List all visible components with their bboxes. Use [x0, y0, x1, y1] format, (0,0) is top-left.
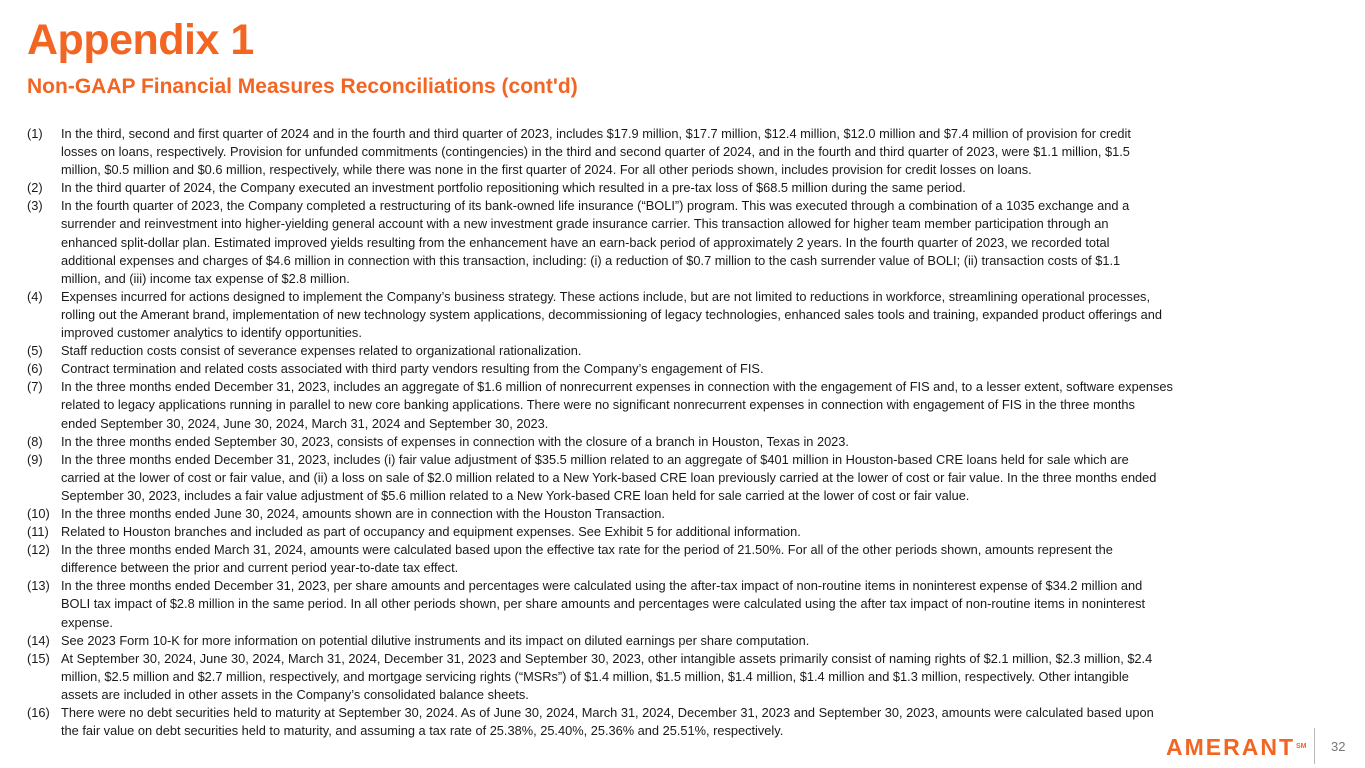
footnote-number: (15) — [27, 650, 50, 666]
logo-service-mark: SM — [1296, 743, 1307, 750]
page-number: 32 — [1331, 739, 1346, 754]
footnote-number: (12) — [27, 542, 50, 558]
footnote-number: (4) — [27, 288, 43, 304]
amerant-logo — [1166, 735, 1307, 759]
footer-divider — [1314, 728, 1315, 764]
footnote-number: (6) — [27, 361, 43, 377]
footnote-item — [27, 523, 1342, 541]
footnote-item — [27, 577, 1342, 631]
footnote-text: In the three months ended March 31, 2024, amounts were calculated based upon the effective tax rate for the period of 21.50%. For all of the other periods shown, amounts represent the difference between the prior and current period year-to-date tax effect. — [61, 542, 1113, 576]
footnote-number: (5) — [27, 343, 43, 359]
footnote-number: (2) — [27, 180, 43, 196]
footnote-number: (7) — [27, 379, 43, 395]
footnote-item — [27, 360, 1342, 378]
footnote-item — [27, 541, 1342, 577]
footnote-number: (3) — [27, 198, 43, 214]
footnote-number: (8) — [27, 433, 43, 449]
footnote-number: (9) — [27, 451, 43, 467]
footnote-text: In the three months ended December 31, 2023, includes (i) fair value adjustment of $35.5 million related to an aggregate of $401 million in Houston-based CRE loans held for sale which are carried at the lower of cost or fair value, and (ii) a loss on sale of $2.0 million related to a New York-based CRE loan previously carried at the lower of cost or fair value. In the three months ended September 30, 2023, includes a fair value adjustment of $5.6 million related to a New York-based CRE loan held for sale carried at the lower of cost or fair value. — [61, 451, 1157, 503]
footnotes-list — [27, 125, 1342, 740]
footnote-item — [27, 378, 1342, 432]
footnote-number: (11) — [27, 524, 49, 540]
footnote-item — [27, 650, 1342, 704]
footnote-item — [27, 433, 1342, 451]
footnote-number: (16) — [27, 705, 50, 720]
footnote-text: In the three months ended September 30, 2023, consists of expenses in connection with the closure of a branch in Houston, Texas in 2023. — [61, 433, 849, 449]
footnote-text: Expenses incurred for actions designed to implement the Company’s business strategy. These actions include, but are not limited to reductions in workforce, streamlining operational processes, rolling out the Amerant brand, implementation of new technology system applications, decommissioning of legacy technologies, enhanced sales tools and training, expanded product offerings and improved customer analytics to identify opportunities. — [61, 288, 1162, 341]
footnote-text: Staff reduction costs consist of severance expenses related to organizational rationalization. — [61, 343, 582, 359]
footnote-item — [27, 197, 1342, 287]
footnote-item — [27, 342, 1342, 360]
footnote-text: In the third, second and first quarter of 2024 and in the fourth and third quarter of 2023, includes $17.9 million, $17.7 million, $12.4 million, $12.0 million and $7.4 million of provision for credit losses on loans, respectively. Provision for unfunded commitments (contingencies) in the third and second quarter of 2024, and in the fourth and third quarter of 2023, were $1.1 million, $1.5 million, $0.5 million and $0.6 million, respectively, while there was none in the first quarter of 2024. For all other periods shown, includes provision for credit losses on loans. — [61, 126, 1131, 178]
page-subtitle: Non-GAAP Financial Measures Reconciliations (cont'd) — [27, 75, 578, 98]
footnote-item — [27, 704, 1342, 740]
footnote-number: (1) — [27, 126, 43, 141]
footnote-text: In the fourth quarter of 2023, the Company completed a restructuring of its bank-owned life insurance (“BOLI”) program. This was executed through a combination of a 1035 exchange and a surrender and reinvestment into higher-yielding general account with a new investment grade insurance carrier. This transaction allowed for higher team member participation through an enhanced split-dollar plan. Estimated improved yields resulting from the enhancement have an earn-back period of approximately 2 years. In the fourth quarter of 2023, we recorded total additional expenses and charges of $4.6 million in connection with this transaction, including: (i) a reduction of $0.7 million to the cash surrender value of BOLI; (ii) transaction costs of $1.1 million, and (iii) income tax expense of $2.8 million. — [61, 198, 1130, 286]
footnote-text: Related to Houston branches and included as part of occupancy and equipment expenses. See Exhibit 5 for additional information. — [61, 524, 801, 540]
footnote-text: At September 30, 2024, June 30, 2024, March 31, 2024, December 31, 2023 and September 30, 2023, other intangible assets primarily consist of naming rights of $2.1 million, $2.3 million, $2.4 million, $2.5 million and $2.7 million, respectively, and mortgage servicing rights (“MSRs”) of $1.4 million, $1.5 million, $1.4 million, $1.4 million and $1.3 million, respectively. Other intangible assets are included in other assets in the Company’s consolidated balance sheets. — [61, 650, 1153, 702]
page-title: Appendix 1 — [27, 16, 254, 64]
footnote-number: (13) — [27, 578, 50, 594]
footnote-number: (14) — [27, 632, 50, 648]
footnote-item — [27, 125, 1342, 179]
footnote-text: Contract termination and related costs associated with third party vendors resulting from the Company’s engagement of FIS. — [61, 361, 764, 377]
footnote-text: There were no debt securities held to maturity at September 30, 2024. As of June 30, 2024, March 31, 2024, December 31, 2023 and September 30, 2023, amounts were calculated based upon the fair value on debt securities held to maturity, and assuming a tax rate of 25.38%, 25.40%, 25.36% and 25.51%, respectively. — [61, 705, 1154, 739]
footnote-text: In the three months ended December 31, 2023, per share amounts and percentages were calculated using the after-tax impact of non-routine items in noninterest expense of $34.2 million and BOLI tax impact of $2.8 million in the same period. In all other periods shown, per share amounts and percentages were calculated using the after tax impact of non-routine items in noninterest expense. — [61, 578, 1146, 630]
logo-text: AMERANT — [1166, 734, 1295, 760]
footnote-text: See 2023 Form 10-K for more information on potential dilutive instruments and its impact on diluted earnings per share computation. — [61, 632, 810, 648]
footnote-text: In the three months ended June 30, 2024, amounts shown are in connection with the Houston Transaction. — [61, 505, 665, 521]
footnote-text: In the three months ended December 31, 2023, includes an aggregate of $1.6 million of nonrecurrent expenses in connection with the engagement of FIS and, to a lesser extent, software expenses related to legacy applications running in parallel to new core banking applications. There were no significant nonrecurrent expenses in connection with engagement of FIS in the three months ended September 30, 2024, June 30, 2024, March 31, 2024 and September 30, 2023. — [61, 379, 1173, 431]
footnote-item — [27, 632, 1342, 650]
footnote-number: (10) — [27, 505, 50, 521]
footnote-item — [27, 451, 1342, 505]
footnote-item — [27, 179, 1342, 197]
footnote-item — [27, 505, 1342, 523]
footnote-text: In the third quarter of 2024, the Company executed an investment portfolio repositioning which resulted in a pre-tax loss of $68.5 million during the same period. — [61, 180, 966, 196]
footnote-item — [27, 288, 1342, 342]
